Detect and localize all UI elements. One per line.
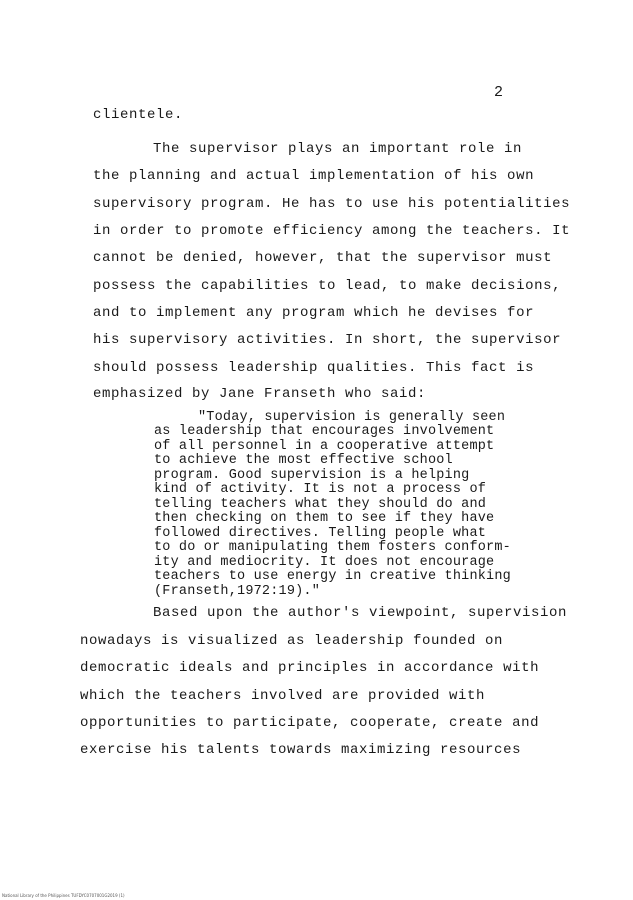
quote-line: to achieve the most effective school: [154, 453, 453, 468]
quote-line: then checking on them to see if they have: [154, 511, 495, 526]
quote-line: (Franseth,1972:19).": [154, 584, 321, 599]
body-line: emphasized by Jane Franseth who said:: [93, 386, 427, 402]
body-line: supervisory program. He has to use his potentialities: [93, 196, 571, 212]
body-line: clientele.: [93, 107, 184, 123]
body-line: possess the capabilities to lead, to make decisions,: [93, 278, 562, 294]
quote-line: telling teachers what they should do and: [154, 497, 487, 512]
body-line: opportunities to participate, cooperate, create and: [80, 715, 540, 731]
quote-line: as leadership that encourages involvement: [154, 424, 495, 439]
page-number: 2: [494, 84, 504, 101]
quote-line: followed directives. Telling people what: [154, 526, 487, 541]
quote-line: to do or manipulating them fosters conform-: [154, 540, 511, 555]
body-line: should possess leadership qualities. This fact is: [93, 360, 535, 376]
body-line: the planning and actual implementation of his own: [93, 168, 535, 184]
body-line: his supervisory activities. In short, the supervisor: [93, 332, 562, 348]
body-line: in order to promote efficiency among the teachers. It: [93, 223, 571, 239]
library-footer: National Library of the Philippines TUFDYC0707001G2019 (1): [2, 893, 125, 898]
body-line: The supervisor plays an important role in: [153, 141, 523, 157]
quote-line: program. Good supervision is a helping: [154, 468, 470, 483]
body-line: and to implement any program which he devises for: [93, 305, 535, 321]
body-line: which the teachers involved are provided with: [80, 688, 486, 704]
body-line: cannot be denied, however, that the supervisor must: [93, 250, 553, 266]
body-line: nowadays is visualized as leadership founded on: [80, 633, 504, 649]
quote-line: teachers to use energy in creative thinking: [154, 569, 511, 584]
quote-line: kind of activity. It is not a process of: [154, 482, 487, 497]
body-line: exercise his talents towards maximizing resources: [80, 742, 522, 758]
quote-line: "Today, supervision is generally seen: [198, 410, 506, 425]
quote-line: of all personnel in a cooperative attempt: [154, 439, 495, 454]
quote-line: ity and mediocrity. It does not encourage: [154, 555, 495, 570]
body-line: democratic ideals and principles in accordance with: [80, 660, 540, 676]
body-line: Based upon the author's viewpoint, supervision: [153, 605, 568, 621]
